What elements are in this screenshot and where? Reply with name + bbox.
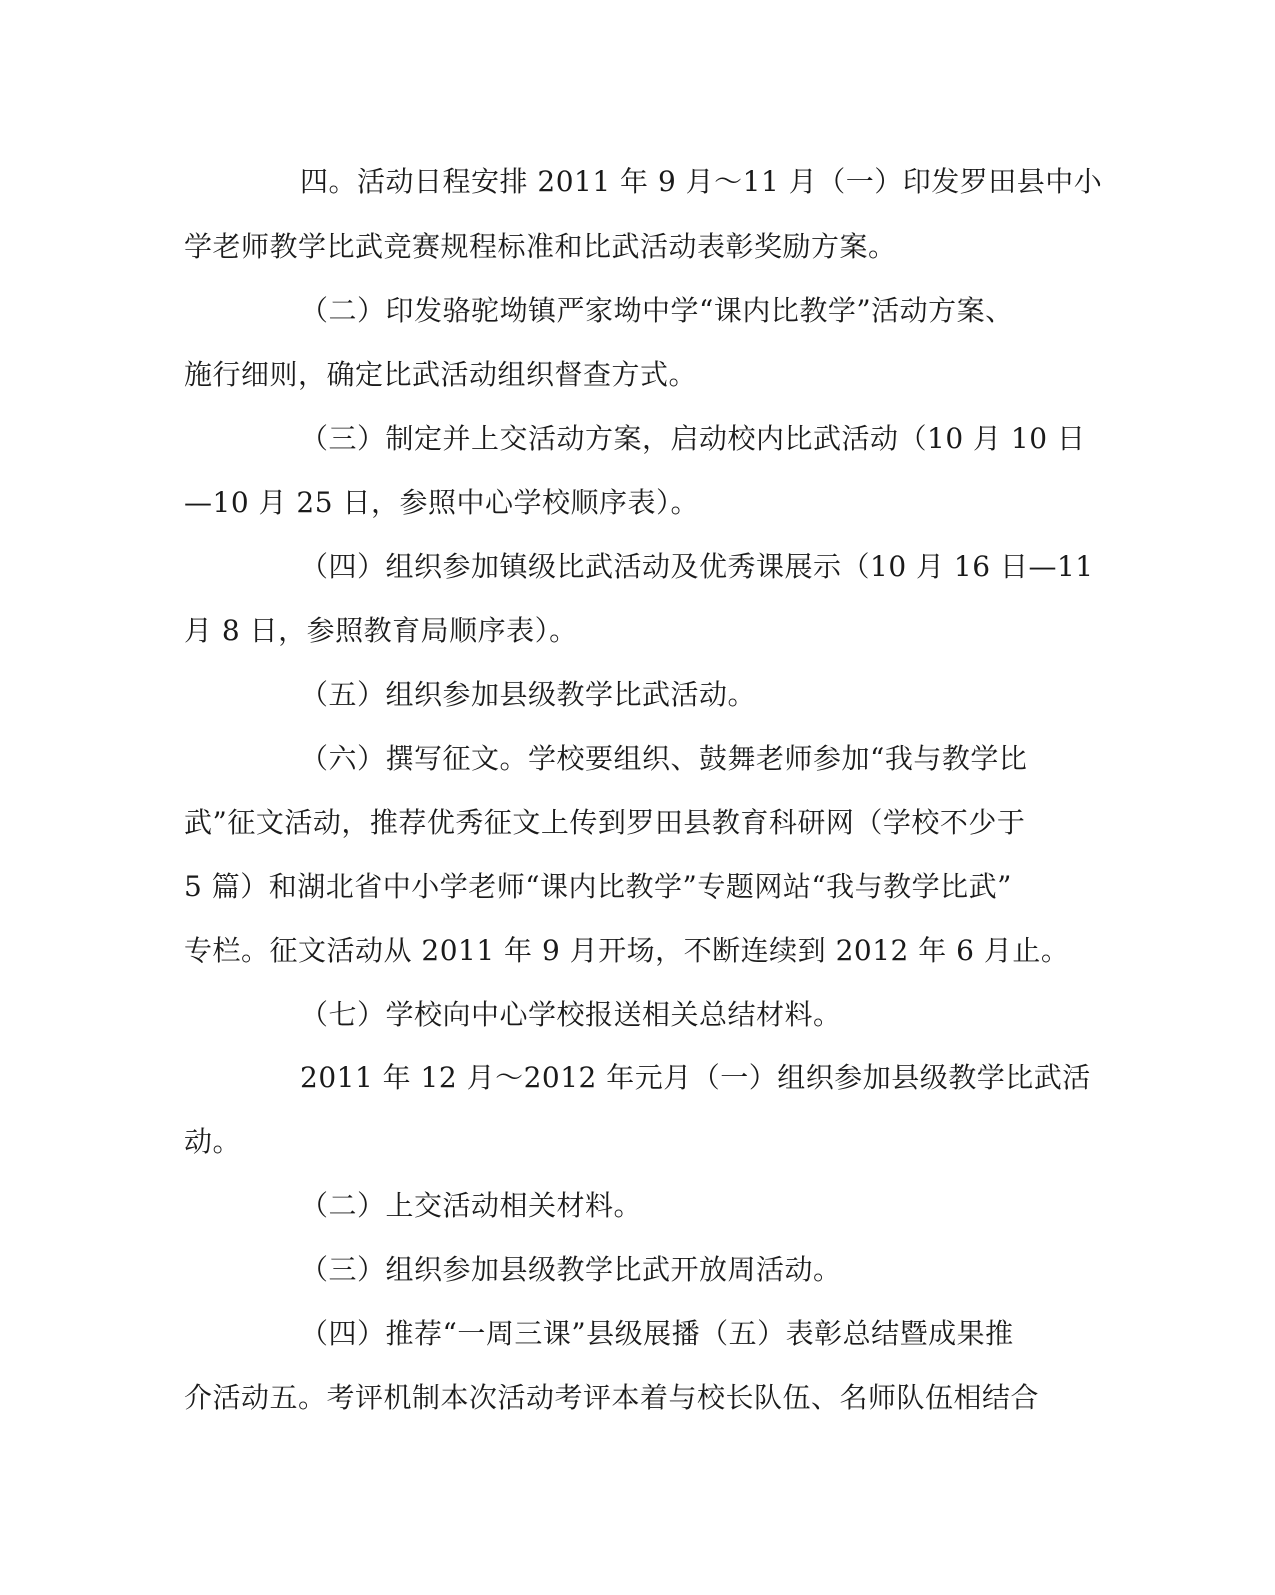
text-line: 2011 年 12 月～2012 年元月（一）组织参加县级教学比武活: [300, 1061, 1091, 1094]
text-line: 学老师教学比武竞赛规程标准和比武活动表彰奖励方案。: [184, 230, 897, 263]
text-line: （七）学校向中心学校报送相关总结材料。: [300, 998, 842, 1031]
text-line: （二）上交活动相关材料。: [300, 1189, 643, 1222]
text-line: （六）撰写征文。学校要组织、鼓舞老师参加“我与教学比: [300, 742, 1028, 775]
text-line: （四）组织参加镇级比武活动及优秀课展示（10 月 16 日—11: [300, 550, 1094, 583]
text-line: —10 月 25 日，参照中心学校顺序表）。: [184, 486, 699, 519]
text-line: （二）印发骆驼坳镇严家坳中学“课内比教学”活动方案、: [300, 294, 1014, 327]
text-line: 5 篇）和湖北省中小学老师“课内比教学”专题网站“我与教学比武”: [184, 870, 1012, 903]
text-line: 动。: [184, 1125, 242, 1158]
text-line: （三）组织参加县级教学比武开放周活动。: [300, 1253, 842, 1286]
text-line: （四）推荐“一周三课”县级展播（五）表彰总结暨成果推: [300, 1317, 1014, 1350]
text-line: 四。活动日程安排 2011 年 9 月～11 月（一）印发罗田县中小: [300, 165, 1103, 198]
text-line: 施行细则，确定比武活动组织督查方式。: [184, 358, 698, 391]
text-line: （五）组织参加县级教学比武活动。: [300, 678, 757, 711]
text-line: （三）制定并上交活动方案，启动校内比武活动（10 月 10 日: [300, 422, 1086, 455]
text-line: 月 8 日，参照教育局顺序表）。: [184, 614, 578, 647]
text-line: 专栏。征文活动从 2011 年 9 月开场，不断连续到 2012 年 6 月止。: [184, 934, 1070, 967]
text-line: 介活动五。考评机制本次活动考评本着与校长队伍、名师队伍相结合: [184, 1381, 1040, 1414]
text-line: 武”征文活动，推荐优秀征文上传到罗田县教育科研网（学校不少于: [184, 806, 1026, 839]
